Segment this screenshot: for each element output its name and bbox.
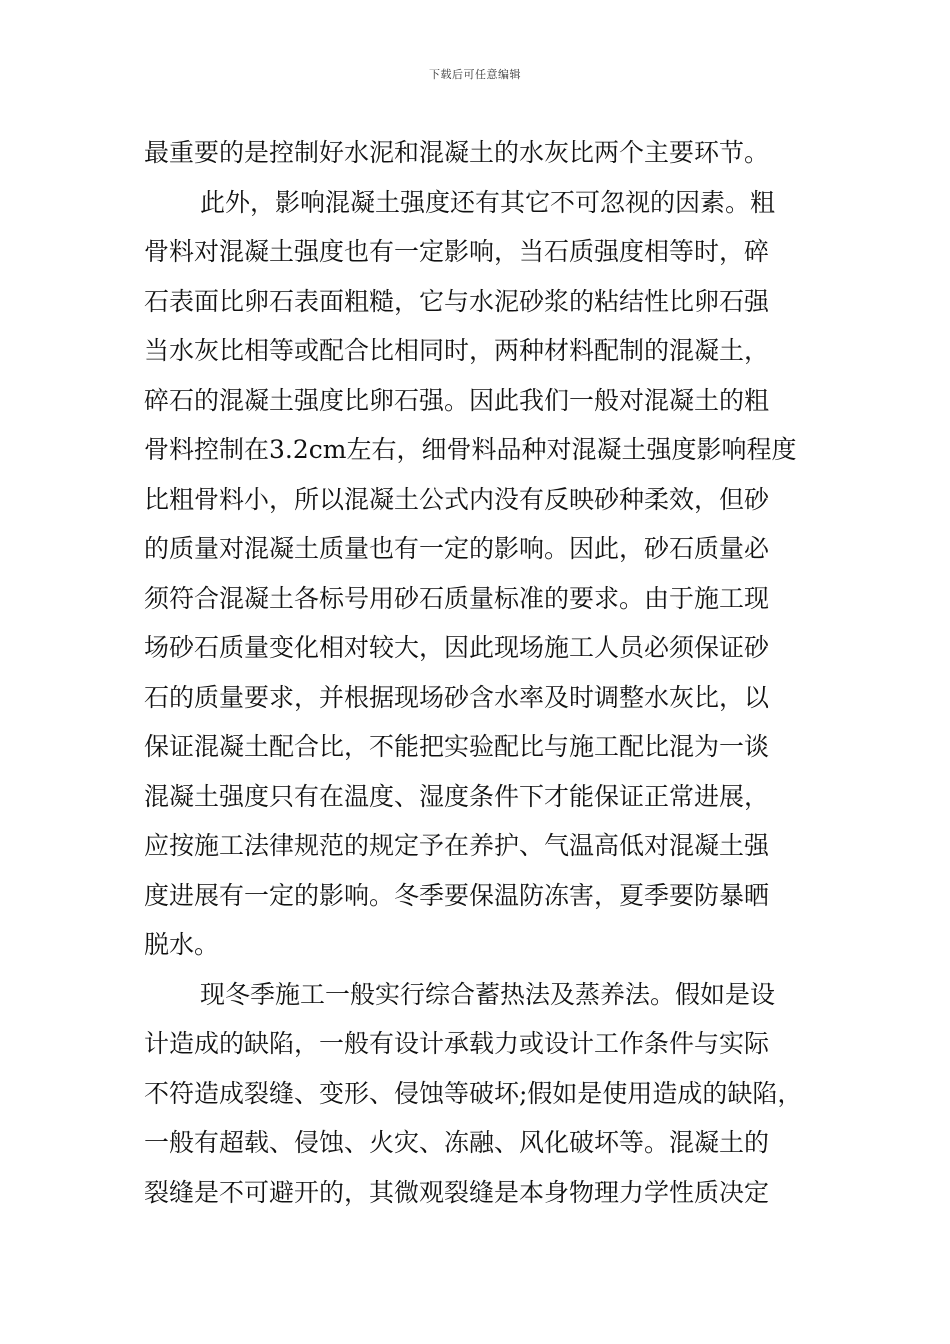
- text-line: 场砂石质量变化相对较大，因此现场施工人员必须保证砂: [144, 633, 770, 662]
- body-text: [144, 128, 824, 1217]
- text-line: 混凝土强度只有在温度、湿度条件下才能保证正常进展，: [144, 781, 770, 811]
- text-line: 现冬季施工一般实行综合蓄热法及蒸养法。假如是设: [200, 979, 776, 1009]
- text-line: 脱水。: [144, 930, 220, 959]
- text-line: 骨料对混凝土强度也有一定影响，当石质强度相等时，碎: [144, 237, 770, 266]
- text-line: 的质量对混凝土质量也有一定的影响。因此，砂石质量必: [144, 534, 770, 563]
- text-line: 裂缝是不可避开的，其微观裂缝是本身物理力学性质决定: [144, 1177, 770, 1207]
- text-line: 比粗骨料小，所以混凝土公式内没有反映砂种柔效，但砂: [144, 484, 770, 514]
- text-line: 不符造成裂缝、变形、侵蚀等破坏;假如是使用造成的缺陷，: [144, 1078, 803, 1108]
- text-line: 石的质量要求，并根据现场砂含水率及时调整水灰比，以: [144, 682, 770, 712]
- text-line: 保证混凝土配合比，不能把实验配比与施工配比混为一谈: [144, 732, 770, 761]
- text-line: 度进展有一定的影响。冬季要保温防冻害，夏季要防暴晒: [144, 880, 770, 910]
- text-line: 当水灰比相等或配合比相同时，两种材料配制的混凝土，: [144, 336, 770, 365]
- text-line: 须符合混凝土各标号用砂石质量标准的要求。由于施工现: [144, 583, 770, 613]
- text-line: 计造成的缺陷，一般有设计承载力或设计工作条件与实际: [144, 1029, 770, 1058]
- text-line: 应按施工法律规范的规定予在养护、气温高低对混凝土强: [144, 831, 770, 860]
- text-line: 一般有超载、侵蚀、火灾、冻融、风化破坏等。混凝土的: [144, 1128, 770, 1157]
- text-line: 最重要的是控制好水泥和混凝土的水灰比两个主要环节。: [144, 138, 770, 167]
- text-line: 碎石的混凝土强度比卵石强。因此我们一般对混凝土的粗: [144, 385, 770, 415]
- header-note: 下载后可任意编辑: [429, 68, 521, 81]
- text-line: 石表面比卵石表面粗糙，它与水泥砂浆的粘结性比卵石强: [144, 286, 770, 316]
- text-line: 骨料控制在3.2cm左右，细骨料品种对混凝土强度影响程度: [144, 435, 797, 464]
- text-line: 此外，影响混凝土强度还有其它不可忽视的因素。粗: [200, 187, 776, 217]
